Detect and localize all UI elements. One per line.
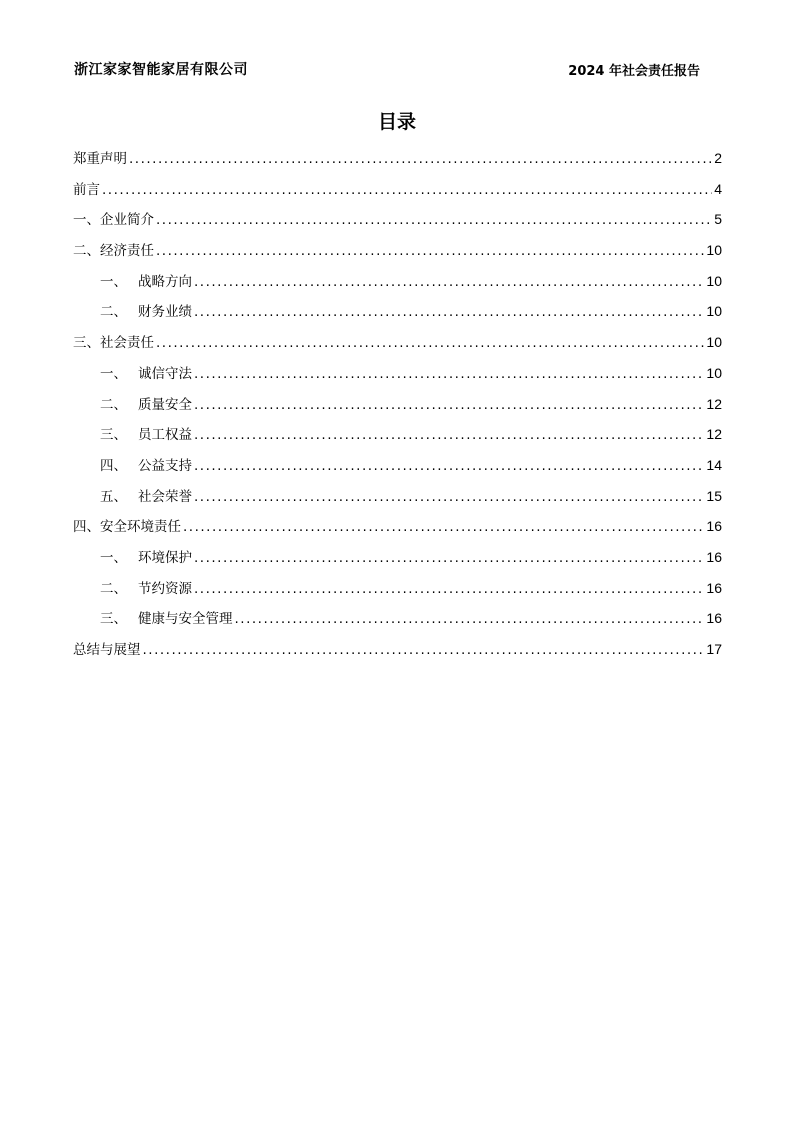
toc-entry-label: 健康与安全管理 <box>138 611 233 628</box>
toc-entry-label: 节约资源 <box>138 580 192 597</box>
toc-entry-page-number: 10 <box>706 242 722 259</box>
toc-dot-leader <box>194 301 704 323</box>
toc-entry-label: 诚信守法 <box>138 365 192 382</box>
toc-entry-page-number: 2 <box>714 150 722 166</box>
toc-dot-leader <box>194 547 704 569</box>
toc-entry[interactable] <box>73 270 722 301</box>
toc-entry-page-number: 16 <box>706 518 722 535</box>
toc-dot-leader <box>102 179 712 201</box>
toc-entry-label: 二、经济责任 <box>73 243 154 260</box>
toc-entry-label: 公益支持 <box>138 457 192 474</box>
toc-entry[interactable] <box>73 208 722 239</box>
toc-entry-label: 质量安全 <box>138 396 192 413</box>
toc-entry-number: 一、 <box>100 549 127 566</box>
report-title: 2024 年社会责任报告 <box>568 64 700 79</box>
toc-entry[interactable] <box>73 577 722 608</box>
toc-entry-page-number: 15 <box>706 487 722 504</box>
toc-entry-page-number: 16 <box>706 548 722 565</box>
toc-entry[interactable] <box>73 147 722 178</box>
toc-entry-label: 一、企业简介 <box>73 212 154 229</box>
toc-entry[interactable] <box>73 454 722 485</box>
toc-entry-page-number: 10 <box>706 364 722 381</box>
toc-dot-leader <box>194 424 704 446</box>
toc-entry-number: 二、 <box>100 396 127 413</box>
toc-entry[interactable] <box>73 515 722 546</box>
toc-entry-page-number: 16 <box>706 610 722 627</box>
page-title: 目录 <box>377 111 416 133</box>
toc-entry[interactable] <box>73 178 722 209</box>
toc-dot-leader <box>156 240 704 262</box>
toc-dot-leader <box>194 363 704 385</box>
toc-entry[interactable] <box>73 485 722 516</box>
toc-dot-leader <box>194 486 704 508</box>
toc-entry-label: 郑重声明 <box>73 151 127 167</box>
table-of-contents <box>73 147 722 669</box>
toc-entry-page-number: 10 <box>706 303 722 320</box>
toc-entry-label: 财务业绩 <box>138 304 192 321</box>
toc-entry-label: 社会荣誉 <box>138 488 192 505</box>
toc-entry-label: 总结与展望 <box>73 642 141 658</box>
toc-dot-leader <box>183 516 704 538</box>
toc-entry-number: 一、 <box>100 365 127 382</box>
toc-entry[interactable] <box>73 393 722 424</box>
toc-entry-page-number: 10 <box>706 334 722 351</box>
toc-dot-leader <box>156 332 704 354</box>
toc-entry-label: 战略方向 <box>138 273 192 290</box>
toc-entry-number: 三、 <box>100 427 127 444</box>
toc-entry-page-number: 16 <box>706 579 722 596</box>
toc-entry-number: 一、 <box>100 273 127 290</box>
toc-entry[interactable] <box>73 423 722 454</box>
toc-dot-leader <box>129 148 712 170</box>
toc-dot-leader <box>156 209 712 231</box>
toc-entry-label: 三、社会责任 <box>73 335 154 352</box>
toc-entry-number: 二、 <box>100 580 127 597</box>
toc-entry-number: 二、 <box>100 304 127 321</box>
toc-entry-page-number: 12 <box>706 426 722 443</box>
toc-dot-leader <box>194 394 704 416</box>
toc-entry-label: 四、安全环境责任 <box>73 519 181 536</box>
toc-entry[interactable] <box>73 239 722 270</box>
toc-entry[interactable] <box>73 546 722 577</box>
toc-entry-number: 三、 <box>100 611 127 628</box>
toc-entry-page-number: 14 <box>706 456 722 473</box>
toc-entry-label: 环境保护 <box>138 549 192 566</box>
toc-entry-number: 五、 <box>100 488 127 505</box>
toc-dot-leader <box>143 639 705 661</box>
toc-entry-label: 员工权益 <box>138 427 192 444</box>
toc-dot-leader <box>235 608 705 630</box>
toc-entry[interactable] <box>73 607 722 638</box>
toc-entry-page-number: 17 <box>706 641 722 657</box>
toc-entry[interactable] <box>73 300 722 331</box>
toc-entry-page-number: 5 <box>714 211 722 228</box>
company-name: 浙江家家智能家居有限公司 <box>74 62 248 78</box>
toc-entry[interactable] <box>73 362 722 393</box>
toc-entry[interactable] <box>73 331 722 362</box>
toc-entry-page-number: 12 <box>706 395 722 412</box>
toc-entry-number: 四、 <box>100 457 127 474</box>
toc-dot-leader <box>194 455 704 477</box>
toc-dot-leader <box>194 578 704 600</box>
toc-dot-leader <box>194 271 704 293</box>
toc-entry-page-number: 10 <box>706 272 722 289</box>
toc-entry[interactable] <box>73 638 722 669</box>
toc-entry-page-number: 4 <box>714 180 722 197</box>
toc-entry-label: 前言 <box>73 181 100 198</box>
